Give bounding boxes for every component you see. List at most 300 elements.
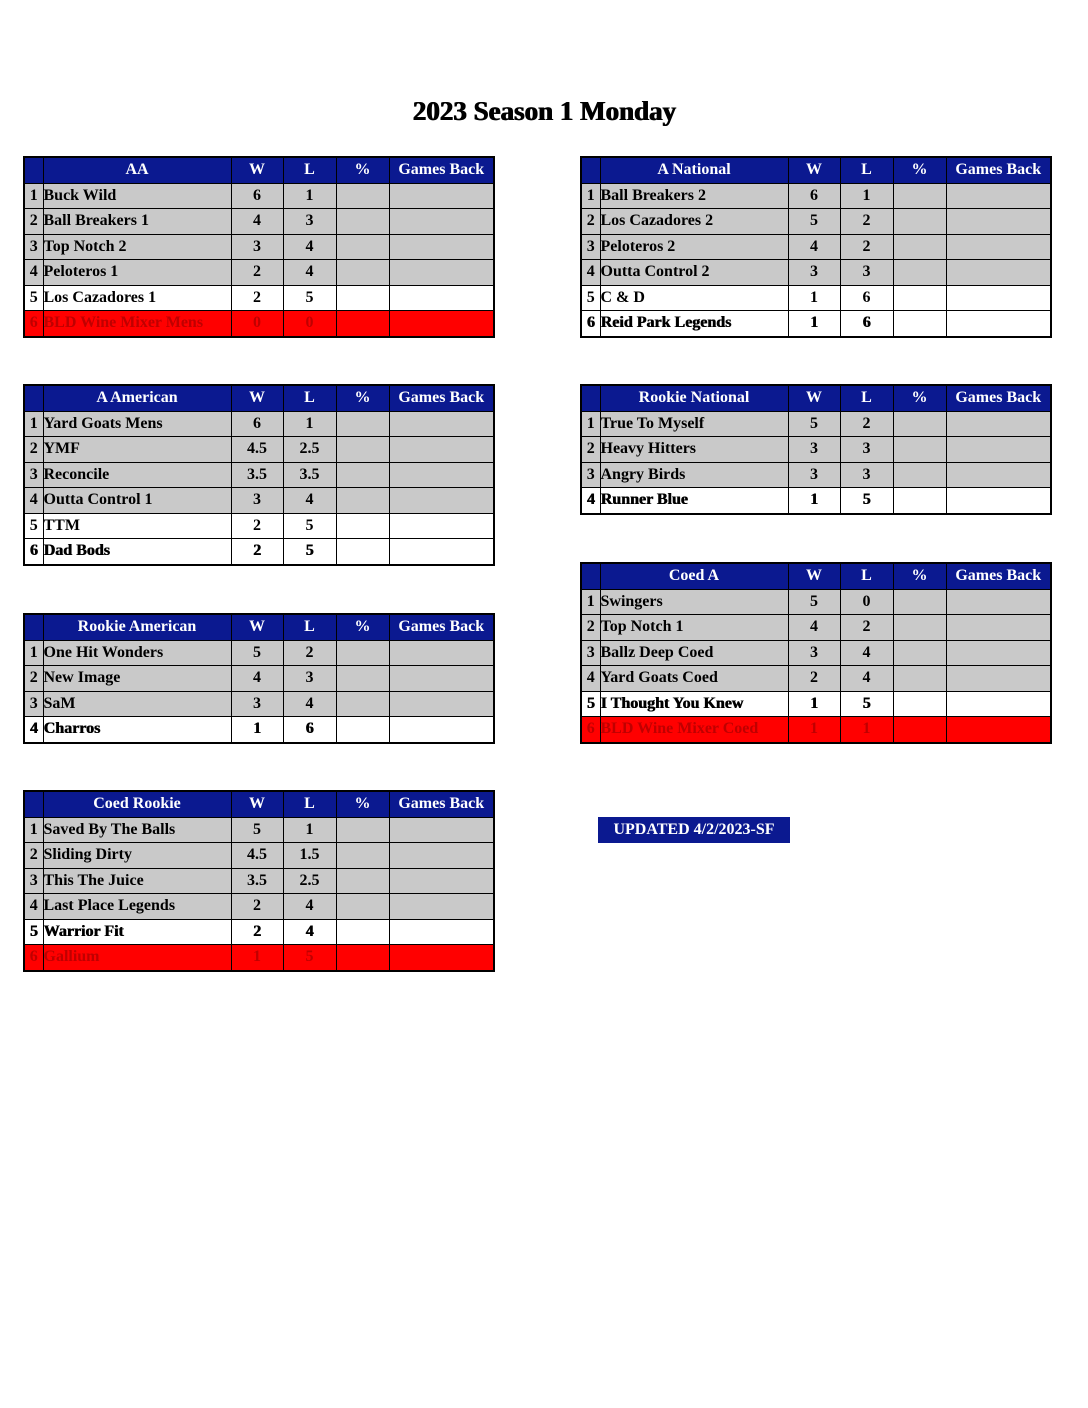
header-pct: % [893, 385, 946, 411]
losses-cell: 5 [840, 488, 893, 514]
losses-cell: 2 [840, 615, 893, 641]
games-back-cell [946, 666, 1051, 692]
wins-cell: 2 [231, 919, 283, 945]
losses-cell: 4 [840, 640, 893, 666]
losses-cell: 3 [283, 209, 336, 235]
table-header-row [24, 385, 494, 411]
table-row [24, 640, 494, 666]
header-pct: % [336, 385, 389, 411]
losses-cell: 5 [283, 285, 336, 311]
division-name: A National [600, 157, 788, 183]
games-back-cell [389, 717, 494, 743]
rank-cell: 4 [24, 260, 43, 286]
team-name: Los Cazadores 2 [600, 209, 788, 235]
games-back-cell [946, 640, 1051, 666]
wins-cell: 6 [231, 183, 283, 209]
table-row [24, 311, 494, 337]
table-row [581, 589, 1051, 615]
pct-cell [336, 285, 389, 311]
header-pct: % [893, 157, 946, 183]
table-row [24, 234, 494, 260]
rank-cell: 2 [24, 666, 43, 692]
table-row [24, 260, 494, 286]
wins-cell: 3 [231, 488, 283, 514]
team-name: TTM [43, 513, 231, 539]
games-back-cell [389, 411, 494, 437]
team-name: Reid Park Legends [600, 311, 788, 337]
rank-cell: 1 [581, 411, 600, 437]
table-row [24, 894, 494, 920]
losses-cell: 4 [283, 691, 336, 717]
header-rank-cell [581, 385, 600, 411]
pct-cell [893, 666, 946, 692]
pct-cell [893, 209, 946, 235]
losses-cell: 1 [283, 817, 336, 843]
team-name: Peloteros 1 [43, 260, 231, 286]
rank-cell: 5 [24, 513, 43, 539]
header-rank-cell [581, 563, 600, 589]
losses-cell: 3 [840, 260, 893, 286]
division-name: AA [43, 157, 231, 183]
pct-cell [336, 919, 389, 945]
header-games-back: Games Back [389, 791, 494, 817]
table-header-row [581, 157, 1051, 183]
table-row [581, 691, 1051, 717]
table-row [581, 234, 1051, 260]
rank-cell: 1 [581, 183, 600, 209]
table-header-row [581, 385, 1051, 411]
header-l: L [840, 385, 893, 411]
pct-cell [336, 234, 389, 260]
rank-cell: 6 [581, 717, 600, 743]
table-row [24, 919, 494, 945]
rank-cell: 5 [581, 691, 600, 717]
team-name: BLD Wine Mixer Mens [43, 311, 231, 337]
losses-cell: 1 [283, 411, 336, 437]
losses-cell: 4 [840, 666, 893, 692]
games-back-cell [389, 691, 494, 717]
games-back-cell [946, 260, 1051, 286]
rank-cell: 3 [581, 462, 600, 488]
losses-cell: 6 [840, 311, 893, 337]
games-back-cell [389, 868, 494, 894]
rank-cell: 3 [24, 462, 43, 488]
header-w: W [231, 157, 283, 183]
games-back-cell [389, 462, 494, 488]
wins-cell: 1 [788, 488, 840, 514]
team-name: Warrior Fit [43, 919, 231, 945]
header-w: W [788, 563, 840, 589]
standings-table-coed-a [580, 562, 1052, 744]
wins-cell: 0 [231, 311, 283, 337]
losses-cell: 2.5 [283, 868, 336, 894]
table-row [24, 868, 494, 894]
wins-cell: 2 [231, 285, 283, 311]
header-l: L [283, 157, 336, 183]
losses-cell: 5 [840, 691, 893, 717]
games-back-cell [946, 717, 1051, 743]
table-row [581, 260, 1051, 286]
rank-cell: 4 [581, 666, 600, 692]
games-back-cell [389, 539, 494, 565]
table-row [581, 411, 1051, 437]
games-back-cell [946, 411, 1051, 437]
pct-cell [336, 209, 389, 235]
games-back-cell [389, 945, 494, 971]
losses-cell: 3 [840, 462, 893, 488]
table-header-row [581, 563, 1051, 589]
division-name: A American [43, 385, 231, 411]
table-row [24, 209, 494, 235]
team-name: Reconcile [43, 462, 231, 488]
wins-cell: 1 [788, 311, 840, 337]
losses-cell: 4 [283, 894, 336, 920]
wins-cell: 1 [231, 945, 283, 971]
rank-cell: 6 [581, 311, 600, 337]
table-row [581, 285, 1051, 311]
games-back-cell [946, 437, 1051, 463]
games-back-cell [389, 260, 494, 286]
header-pct: % [893, 563, 946, 589]
table-row [581, 209, 1051, 235]
team-name: Saved By The Balls [43, 817, 231, 843]
team-name: Yard Goats Coed [600, 666, 788, 692]
rank-cell: 2 [581, 615, 600, 641]
losses-cell: 1.5 [283, 843, 336, 869]
games-back-cell [389, 843, 494, 869]
division-name: Rookie American [43, 614, 231, 640]
table-header-row [24, 791, 494, 817]
team-name: Buck Wild [43, 183, 231, 209]
rank-cell: 2 [24, 843, 43, 869]
team-name: Yard Goats Mens [43, 411, 231, 437]
header-games-back: Games Back [946, 385, 1051, 411]
pct-cell [336, 817, 389, 843]
table-row [581, 717, 1051, 743]
pct-cell [893, 183, 946, 209]
rank-cell: 4 [581, 488, 600, 514]
rank-cell: 2 [24, 437, 43, 463]
wins-cell: 4 [788, 615, 840, 641]
team-name: Last Place Legends [43, 894, 231, 920]
table-row [24, 411, 494, 437]
rank-cell: 6 [24, 539, 43, 565]
losses-cell: 1 [840, 183, 893, 209]
pct-cell [336, 183, 389, 209]
rank-cell: 3 [24, 868, 43, 894]
losses-cell: 0 [283, 311, 336, 337]
header-w: W [231, 385, 283, 411]
losses-cell: 4 [283, 234, 336, 260]
games-back-cell [389, 209, 494, 235]
pct-cell [336, 488, 389, 514]
header-w: W [788, 157, 840, 183]
header-l: L [283, 614, 336, 640]
table-row [24, 285, 494, 311]
header-w: W [231, 791, 283, 817]
rank-cell: 3 [24, 691, 43, 717]
rank-cell: 5 [24, 285, 43, 311]
table-row [581, 615, 1051, 641]
table-row [24, 691, 494, 717]
games-back-cell [389, 234, 494, 260]
header-l: L [840, 157, 893, 183]
standings-table-aa [23, 156, 495, 338]
rank-cell: 3 [581, 234, 600, 260]
wins-cell: 3.5 [231, 868, 283, 894]
rank-cell: 1 [24, 640, 43, 666]
page-title: 2023 Season 1 Monday [412, 96, 676, 126]
pct-cell [893, 234, 946, 260]
games-back-cell [389, 817, 494, 843]
table-row [581, 666, 1051, 692]
games-back-cell [389, 666, 494, 692]
rank-cell: 5 [24, 919, 43, 945]
wins-cell: 5 [788, 209, 840, 235]
games-back-cell [946, 209, 1051, 235]
rank-cell: 1 [24, 817, 43, 843]
losses-cell: 0 [840, 589, 893, 615]
division-name: Coed Rookie [43, 791, 231, 817]
team-name: Ball Breakers 2 [600, 183, 788, 209]
losses-cell: 6 [283, 717, 336, 743]
team-name: Outta Control 1 [43, 488, 231, 514]
rank-cell: 2 [581, 209, 600, 235]
header-rank-cell [24, 791, 43, 817]
losses-cell: 3.5 [283, 462, 336, 488]
losses-cell: 4 [283, 260, 336, 286]
table-row [581, 640, 1051, 666]
pct-cell [336, 513, 389, 539]
table-row [581, 437, 1051, 463]
team-name: Runner Blue [600, 488, 788, 514]
team-name: Sliding Dirty [43, 843, 231, 869]
rank-cell: 4 [581, 260, 600, 286]
pct-cell [336, 437, 389, 463]
games-back-cell [389, 437, 494, 463]
table-row [581, 311, 1051, 337]
team-name: Ballz Deep Coed [600, 640, 788, 666]
wins-cell: 2 [231, 260, 283, 286]
wins-cell: 5 [231, 640, 283, 666]
header-w: W [788, 385, 840, 411]
wins-cell: 4 [788, 234, 840, 260]
losses-cell: 2 [840, 411, 893, 437]
header-l: L [283, 791, 336, 817]
wins-cell: 3 [788, 437, 840, 463]
rank-cell: 2 [24, 209, 43, 235]
pct-cell [336, 843, 389, 869]
rank-cell: 1 [24, 411, 43, 437]
rank-cell: 2 [581, 437, 600, 463]
team-name: BLD Wine Mixer Coed [600, 717, 788, 743]
losses-cell: 2 [283, 640, 336, 666]
header-w: W [231, 614, 283, 640]
table-row [581, 488, 1051, 514]
standings-table-a-national [580, 156, 1052, 338]
losses-cell: 1 [840, 717, 893, 743]
games-back-cell [946, 183, 1051, 209]
losses-cell: 2 [840, 234, 893, 260]
losses-cell: 5 [283, 513, 336, 539]
team-name: Ball Breakers 1 [43, 209, 231, 235]
wins-cell: 4 [231, 209, 283, 235]
team-name: Top Notch 1 [600, 615, 788, 641]
wins-cell: 5 [788, 411, 840, 437]
games-back-cell [946, 615, 1051, 641]
table-row [24, 437, 494, 463]
wins-cell: 6 [788, 183, 840, 209]
rank-cell: 4 [24, 717, 43, 743]
wins-cell: 3 [788, 260, 840, 286]
rank-cell: 1 [24, 183, 43, 209]
games-back-cell [389, 285, 494, 311]
losses-cell: 6 [840, 285, 893, 311]
team-name: Charros [43, 717, 231, 743]
wins-cell: 4 [231, 666, 283, 692]
pct-cell [893, 691, 946, 717]
header-rank-cell [24, 385, 43, 411]
team-name: Gallium [43, 945, 231, 971]
team-name: Heavy Hitters [600, 437, 788, 463]
losses-cell: 4 [283, 488, 336, 514]
losses-cell: 1 [283, 183, 336, 209]
team-name: Dad Bods [43, 539, 231, 565]
pct-cell [336, 717, 389, 743]
losses-cell: 5 [283, 539, 336, 565]
header-games-back: Games Back [389, 385, 494, 411]
pct-cell [336, 691, 389, 717]
wins-cell: 4.5 [231, 437, 283, 463]
games-back-cell [389, 919, 494, 945]
rank-cell: 6 [24, 311, 43, 337]
losses-cell: 3 [840, 437, 893, 463]
table-row [24, 462, 494, 488]
header-games-back: Games Back [946, 157, 1051, 183]
header-pct: % [336, 157, 389, 183]
pct-cell [336, 945, 389, 971]
table-row [24, 488, 494, 514]
header-rank-cell [24, 157, 43, 183]
team-name: YMF [43, 437, 231, 463]
pct-cell [336, 311, 389, 337]
wins-cell: 2 [788, 666, 840, 692]
table-row [24, 513, 494, 539]
wins-cell: 2 [231, 894, 283, 920]
team-name: Outta Control 2 [600, 260, 788, 286]
standings-table-rookie-national [580, 384, 1052, 515]
standings-table-a-american [23, 384, 495, 566]
rank-cell: 4 [24, 894, 43, 920]
wins-cell: 1 [788, 691, 840, 717]
pct-cell [336, 462, 389, 488]
team-name: New Image [43, 666, 231, 692]
rank-cell: 6 [24, 945, 43, 971]
games-back-cell [946, 234, 1051, 260]
rank-cell: 3 [581, 640, 600, 666]
team-name: Peloteros 2 [600, 234, 788, 260]
losses-cell: 5 [283, 945, 336, 971]
games-back-cell [946, 691, 1051, 717]
wins-cell: 2 [231, 539, 283, 565]
pct-cell [893, 589, 946, 615]
pct-cell [336, 260, 389, 286]
pct-cell [893, 640, 946, 666]
table-row [24, 666, 494, 692]
standings-table-coed-rookie [23, 790, 495, 972]
rank-cell: 5 [581, 285, 600, 311]
pct-cell [336, 411, 389, 437]
table-row [581, 462, 1051, 488]
table-header-row [24, 614, 494, 640]
losses-cell: 4 [283, 919, 336, 945]
table-row [24, 817, 494, 843]
games-back-cell [389, 640, 494, 666]
wins-cell: 2 [231, 513, 283, 539]
games-back-cell [389, 183, 494, 209]
games-back-cell [946, 285, 1051, 311]
rank-cell: 1 [581, 589, 600, 615]
pct-cell [893, 462, 946, 488]
table-row [24, 843, 494, 869]
pct-cell [893, 717, 946, 743]
header-l: L [283, 385, 336, 411]
header-games-back: Games Back [946, 563, 1051, 589]
table-header-row [24, 157, 494, 183]
pct-cell [893, 311, 946, 337]
header-pct: % [336, 614, 389, 640]
table-row [24, 717, 494, 743]
games-back-cell [946, 462, 1051, 488]
updated-badge: UPDATED 4/2/2023-SF [598, 817, 790, 843]
pct-cell [336, 640, 389, 666]
team-name: Top Notch 2 [43, 234, 231, 260]
wins-cell: 1 [231, 717, 283, 743]
wins-cell: 3 [231, 691, 283, 717]
games-back-cell [389, 311, 494, 337]
wins-cell: 3.5 [231, 462, 283, 488]
team-name: Angry Birds [600, 462, 788, 488]
pct-cell [893, 411, 946, 437]
pct-cell [893, 488, 946, 514]
team-name: Los Cazadores 1 [43, 285, 231, 311]
division-name: Coed A [600, 563, 788, 589]
team-name: C & D [600, 285, 788, 311]
table-row [24, 183, 494, 209]
table-row [24, 945, 494, 971]
pct-cell [893, 285, 946, 311]
wins-cell: 4.5 [231, 843, 283, 869]
team-name: True To Myself [600, 411, 788, 437]
division-name: Rookie National [600, 385, 788, 411]
wins-cell: 6 [231, 411, 283, 437]
team-name: This The Juice [43, 868, 231, 894]
games-back-cell [946, 589, 1051, 615]
rank-cell: 4 [24, 488, 43, 514]
wins-cell: 3 [231, 234, 283, 260]
games-back-cell [389, 894, 494, 920]
pct-cell [893, 615, 946, 641]
header-rank-cell [581, 157, 600, 183]
games-back-cell [389, 488, 494, 514]
losses-cell: 3 [283, 666, 336, 692]
team-name: Swingers [600, 589, 788, 615]
wins-cell: 1 [788, 717, 840, 743]
wins-cell: 3 [788, 462, 840, 488]
losses-cell: 2.5 [283, 437, 336, 463]
pct-cell [336, 894, 389, 920]
wins-cell: 5 [788, 589, 840, 615]
